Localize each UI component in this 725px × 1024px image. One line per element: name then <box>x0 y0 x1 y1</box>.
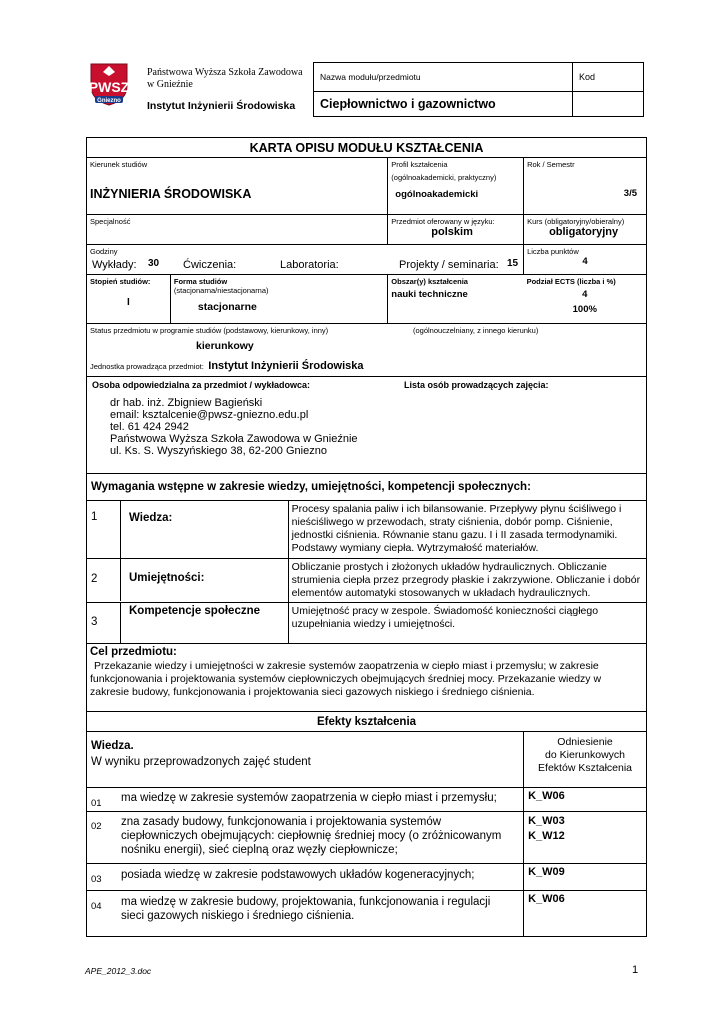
language-cell <box>388 215 524 245</box>
area-cell <box>388 275 524 324</box>
course-label: Kurs (obligatoryjny/obieralny) <box>527 217 625 226</box>
language-label: Przedmiot oferowany w języku: <box>391 217 495 226</box>
course-cell <box>524 215 647 245</box>
ref-header: Odniesienie do Kierunkowych Efektów Kształcenia <box>524 732 647 788</box>
effect-ref: K_W09 <box>524 864 647 891</box>
specialty-label: Specjalność <box>90 217 131 226</box>
knowledge-header <box>87 732 524 788</box>
lectures-value: 30 <box>148 258 160 269</box>
code-label: Kod <box>573 63 644 92</box>
effect-text: ma wiedzę w zakresie budowy, projektowania, funkcjonowania i regulacji sieci gazowych niskiego i średniego ciśnienia. <box>121 896 491 922</box>
lectures-label: Wykłady: <box>92 259 137 271</box>
effect-text: posiada wiedzę w zakresie podstawowych układów kogeneracyjnych; <box>121 869 475 881</box>
ects-value: 4 <box>582 289 588 300</box>
field-value: INŻYNIERIA ŚRODOWISKA <box>90 187 252 201</box>
projects-value: 15 <box>507 258 519 269</box>
field-label: Kierunek studiów <box>90 160 148 169</box>
effect-row <box>87 891 524 937</box>
req-name: Wiedza: <box>129 512 173 524</box>
ects-label: Podział ECTS (liczba i %) <box>526 277 616 286</box>
req-text: Umiejętność pracy w zespole. Świadomość konieczności ciągłego uzupełniania wiedzy i umiejętności. <box>288 603 646 644</box>
degree-value: I <box>127 297 130 308</box>
effect-ref: K_W06 <box>524 891 647 937</box>
form-cell <box>170 275 387 324</box>
logo-text: Gniezno <box>97 98 121 104</box>
area-label: Obszar(y) kształcenia <box>391 277 468 286</box>
req-row <box>87 559 289 603</box>
year-cell <box>524 158 647 215</box>
profile-label: Profil kształcenia <box>391 160 448 169</box>
goal-text: Przekazanie wiedzy i umiejętności w zakresie systemów zaopatrzenia w ciepło miast i przemysłu; w zakresie funkcjonowania i projektowania systemów ciepłowniczych obejmujących średniej mocy. Przekazanie wiedzy w zakresie budowy, funkcjonowania i projektowania sieci gazowych niskiego i średniego ciśnienia. <box>90 660 602 698</box>
module-card <box>86 137 647 937</box>
status-cell <box>87 324 647 377</box>
exercises-label: Ćwiczenia: <box>183 259 237 271</box>
effect-row <box>87 864 524 891</box>
effect-row <box>87 788 524 812</box>
points-cell <box>524 245 647 275</box>
effect-text: zna zasady budowy, funkcjonowania i projektowania systemów ciepłowniczych obejmujących: ciepłownię średniej mocy (o zróżnicowanym nośniku energii), sieć cieplną oraz węzły ciepłownicze; <box>121 816 502 856</box>
unit-label: Jednostka prowadząca przedmiot: <box>90 362 204 371</box>
responsible-label: Osoba odpowiedzialna za przedmiot / wykładowca: <box>92 380 311 390</box>
module-name-label: Nazwa modułu/przedmiotu <box>314 63 573 92</box>
svg-text:PWSZ: PWSZ <box>88 79 130 95</box>
person-line: dr hab. inż. Zbigniew Bagieński <box>110 397 263 409</box>
labs-label: Laboratoria: <box>280 259 339 271</box>
form-sub: (stacjonarna/niestacjonarna) <box>173 286 269 295</box>
req-text: Procesy spalania paliw i ich bilansowanie. Przepływy płynu ściśliwego i nieściśliwego w przewodach, straty ciśnienia, dobór pomp. Ciśnienie, jednostki ciśnienia. Równanie stanu gazu. I i II zasada termodynamiki. Podstawy wymiany ciepła. Wytrzymałość materiałów. <box>288 501 646 559</box>
req-num: 2 <box>87 559 121 601</box>
profile-sub: (ogólnoakademicki, praktyczny) <box>391 173 497 182</box>
effect-num: 04 <box>91 901 102 912</box>
page-number: 1 <box>632 964 639 976</box>
persons-cell <box>87 377 647 474</box>
status-value: kierunkowy <box>196 340 254 352</box>
institute-name: Instytut Inżynierii Środowiska <box>147 100 296 112</box>
area-value: nauki techniczne <box>391 289 468 300</box>
leading-label: Lista osób prowadzących zajęcia: <box>404 380 549 390</box>
status-label2: (ogólnouczelniany, z innego kierunku) <box>413 326 539 335</box>
effect-num: 03 <box>91 874 102 885</box>
header-table <box>313 62 644 117</box>
effect-ref: K_W06 <box>524 788 647 812</box>
effect-ref: K_W03 K_W12 <box>524 812 647 864</box>
req-name: Umiejętności: <box>129 572 205 584</box>
field-cell <box>87 158 388 215</box>
req-num: 3 <box>87 603 121 643</box>
unit-value: Instytut Inżynierii Środowiska <box>208 360 364 372</box>
card-title: KARTA OPISU MODUŁU KSZTAŁCENIA <box>87 138 647 158</box>
req-row <box>87 501 289 559</box>
projects-label: Projekty / seminaria: <box>399 259 499 271</box>
goal-cell <box>87 644 647 712</box>
degree-cell <box>87 275 171 324</box>
degree-label: Stopień studiów: <box>90 277 151 286</box>
form-label: Forma studiów <box>173 277 228 286</box>
persons-contact <box>110 397 643 457</box>
pwsz-logo <box>85 60 133 106</box>
hours-cell <box>87 245 524 275</box>
person-address: ul. Ks. S. Wyszyńskiego 38, 62-200 Gniezno <box>110 445 327 457</box>
profile-cell <box>388 158 524 215</box>
goal-title: Cel przedmiotu: <box>90 646 177 658</box>
effect-text: ma wiedzę w zakresie systemów zaopatrzenia w ciepło miast i przemysłu; <box>121 792 497 804</box>
ects-percent: 100% <box>572 304 597 315</box>
code-value <box>573 92 644 117</box>
hours-label: Godziny <box>90 247 118 256</box>
knowledge-sub: W wyniku przeprowadzonych zajęć student <box>91 756 311 768</box>
footer-doc: APE_2012_3.doc <box>85 966 152 976</box>
language-value: polskim <box>431 226 473 238</box>
profile-value: ogólnoakademicki <box>395 189 479 200</box>
status-label: Status przedmiotu w programie studiów (podstawowy, kierunkowy, inny) <box>90 326 329 335</box>
knowledge-title: Wiedza. <box>91 740 134 752</box>
year-value: 3/5 <box>623 188 637 199</box>
person-phone: tel. 61 424 2942 <box>110 421 189 433</box>
ects-cell <box>524 275 647 324</box>
effect-row <box>87 812 524 864</box>
effects-title: Efekty kształcenia <box>87 712 647 732</box>
person-email: email: ksztalcenie@pwsz-gniezno.edu.pl <box>110 409 309 421</box>
points-value: 4 <box>582 256 588 267</box>
institution-name: Państwowa Wyższa Szkoła Zawodowa w Gnieźnie <box>147 67 303 90</box>
req-text: Obliczanie prostych i złożonych układów hydraulicznych. Obliczanie strumienia ciepła przez przegrody płaskie i zakrzywione. Obliczanie i dobór elementów automatyki stosowanych w układach hydraulicznych. <box>288 559 646 603</box>
effect-num: 02 <box>91 821 102 832</box>
course-value: obligatoryjny <box>549 226 619 238</box>
req-name: Kompetencje społeczne <box>129 605 261 617</box>
effect-num: 01 <box>91 798 102 809</box>
form-value: stacjonarne <box>197 301 257 313</box>
specialty-cell <box>87 215 388 245</box>
module-name: Ciepłownictwo i gazownictwo <box>314 92 573 117</box>
req-row <box>87 603 289 644</box>
requirements-title: Wymagania wstępne w zakresie wiedzy, umiejętności, kompetencji społecznych: <box>87 474 647 501</box>
points-label: Liczba punktów <box>527 247 579 256</box>
year-label: Rok / Semestr <box>527 160 575 169</box>
req-num: 1 <box>87 501 121 558</box>
person-institution: Państwowa Wyższa Szkoła Zawodowa w Gnieźnie <box>110 433 358 445</box>
